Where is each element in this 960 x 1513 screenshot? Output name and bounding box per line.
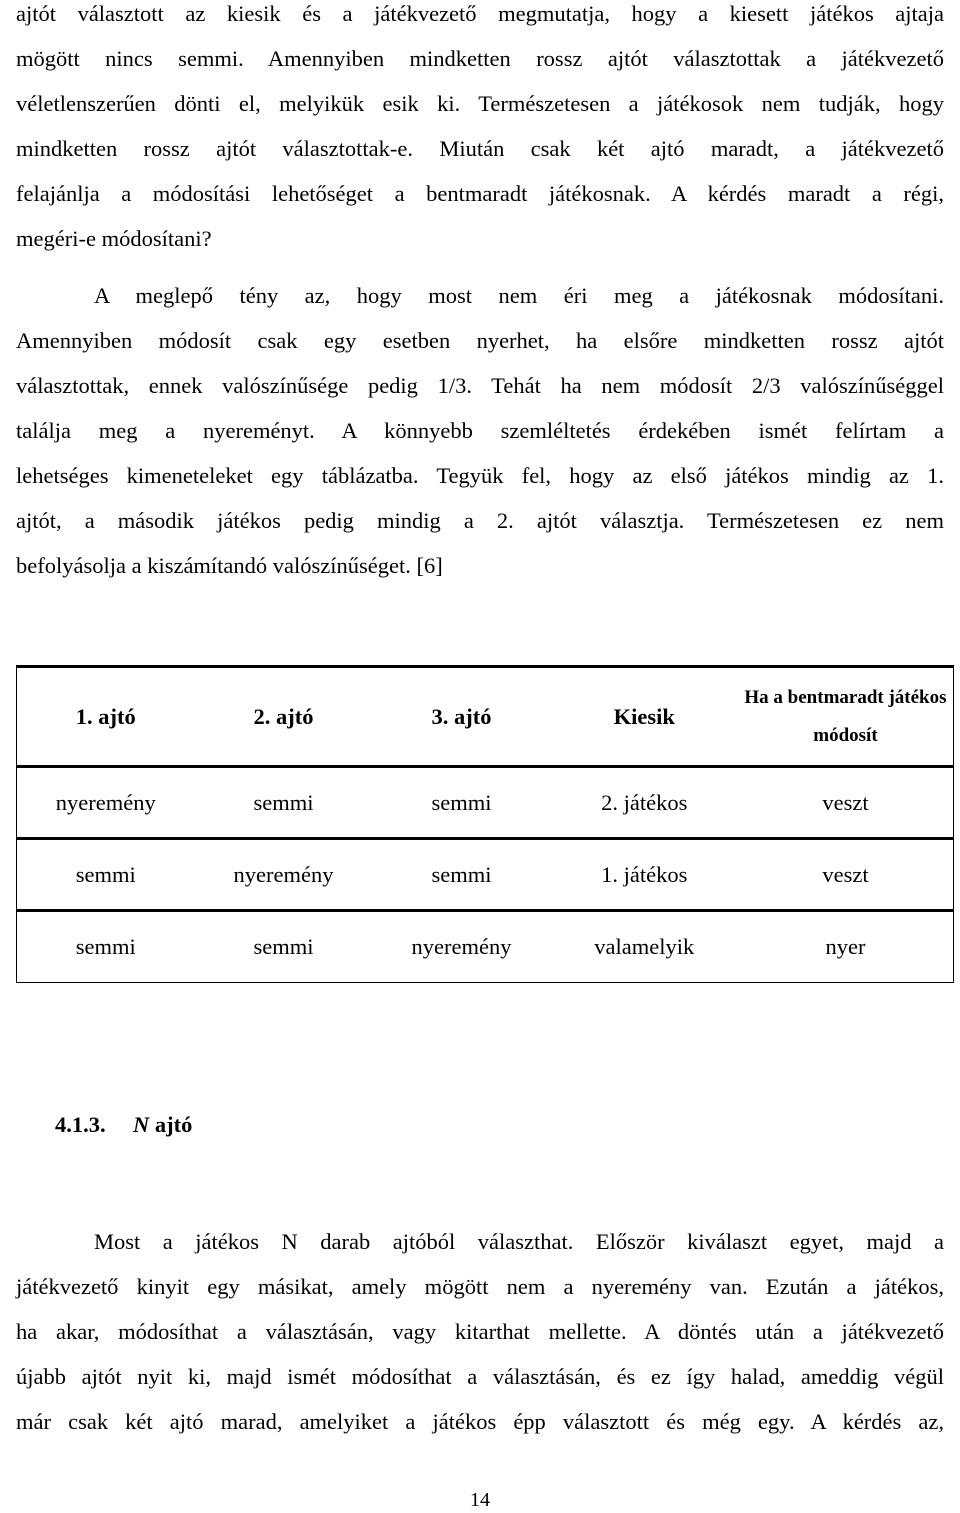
table-cell: 1. játékos (601, 861, 688, 887)
outcomes-table (16, 665, 954, 983)
paragraph-n-doors (16, 1219, 944, 1444)
text-line: játékvezető kinyit egy másikat, amely mögött nem a nyeremény van. Ezután a játékos, (16, 1274, 944, 1299)
header-if-switches: Ha a bentmaradt játékos módosít (738, 667, 954, 767)
section-title: ajtó (149, 1112, 193, 1137)
section-number: 4.1.3. (55, 1112, 106, 1137)
table-cell: semmi (253, 934, 314, 959)
text-line: újabb ajtót nyit ki, majd ismét módosíthat a választásán, és ez így halad, ameddig végül (16, 1364, 944, 1389)
table-cell: semmi (17, 911, 195, 983)
table-cell: semmi (431, 789, 492, 815)
paragraph-intro (16, 0, 944, 261)
text-line: ha akar, módosíthat a választásán, vagy kitarthat mellette. A döntés után a játékvezető (16, 1319, 944, 1344)
paragraph-surprising-fact (16, 273, 944, 588)
table-cell: semmi (253, 789, 314, 815)
table-row (17, 767, 954, 839)
text-line: véletlenszerűen dönti el, melyikük esik ki. Természetesen a játékosok nem tudják, hogy (16, 91, 944, 116)
text-line: találja meg a nyereményt. A könnyebb szemléltetés érdekében ismét felírtam a (16, 418, 944, 443)
text-line: A meglepő tény az, hogy most nem éri meg a játékosnak módosítani. (94, 283, 944, 308)
text-line: Most a játékos N darab ajtóból választhat. Először kiválaszt egyet, majd a (94, 1229, 944, 1254)
text-line: Amennyiben módosít csak egy esetben nyerhet, ha elsőre mindketten rossz ajtót (16, 328, 944, 353)
text-line: lehetséges kimeneteleket egy táblázatba. Tegyük fel, hogy az első játékos mindig az 1. (16, 463, 944, 488)
text-line: felajánlja a módosítási lehetőséget a bentmaradt játékosnak. A kérdés maradt a régi, (16, 181, 944, 206)
page-number: 14 (470, 1489, 490, 1511)
table-cell: semmi (17, 839, 195, 911)
table-row (17, 911, 954, 983)
table-cell: nyeremény (17, 767, 195, 839)
text-line: ajtót, a második játékos pedig mindig a 2. ajtót választja. Természetesen ez nem (16, 508, 944, 533)
header-door-2: 2. ajtó (253, 703, 314, 729)
table-cell: valamelyik (594, 934, 695, 959)
text-line: már csak két ajtó marad, amelyiket a játékos épp választott és még egy. A kérdés az, (16, 1409, 944, 1434)
table-cell: nyeremény (233, 861, 334, 887)
text-line: befolyásolja a kiszámítandó valószínűséget. [6] (16, 553, 443, 578)
header-door-1: 1. ajtó (17, 667, 195, 767)
table-row (17, 839, 954, 911)
text-line: választottak, ennek valószínűsége pedig 1/3. Tehát ha nem módosít 2/3 valószínűséggel (16, 373, 944, 398)
table-cell: veszt (738, 839, 954, 911)
table-cell: 2. játékos (601, 789, 688, 815)
text-line: ajtót választott az kiesik és a játékvezető megmutatja, hogy a kiesett játékos ajtaja (16, 1, 944, 26)
text-line: mindketten rossz ajtót választottak-e. Miután csak két ajtó maradt, a játékvezető (16, 136, 944, 161)
header-door-3: 3. ajtó (431, 703, 492, 729)
table-cell: semmi (431, 861, 492, 887)
text-line: megéri-e módosítani? (16, 226, 212, 251)
table-cell: veszt (738, 767, 954, 839)
section-title-italic: N (133, 1112, 150, 1137)
table-cell: nyeremény (411, 934, 512, 959)
header-eliminated: Kiesik (613, 703, 675, 729)
text-line: mögött nincs semmi. Amennyiben mindketten rossz ajtót választottak a játékvezető (16, 46, 944, 71)
table-cell: nyer (738, 911, 954, 983)
section-heading (55, 1105, 192, 1145)
table-header-row (17, 667, 954, 767)
